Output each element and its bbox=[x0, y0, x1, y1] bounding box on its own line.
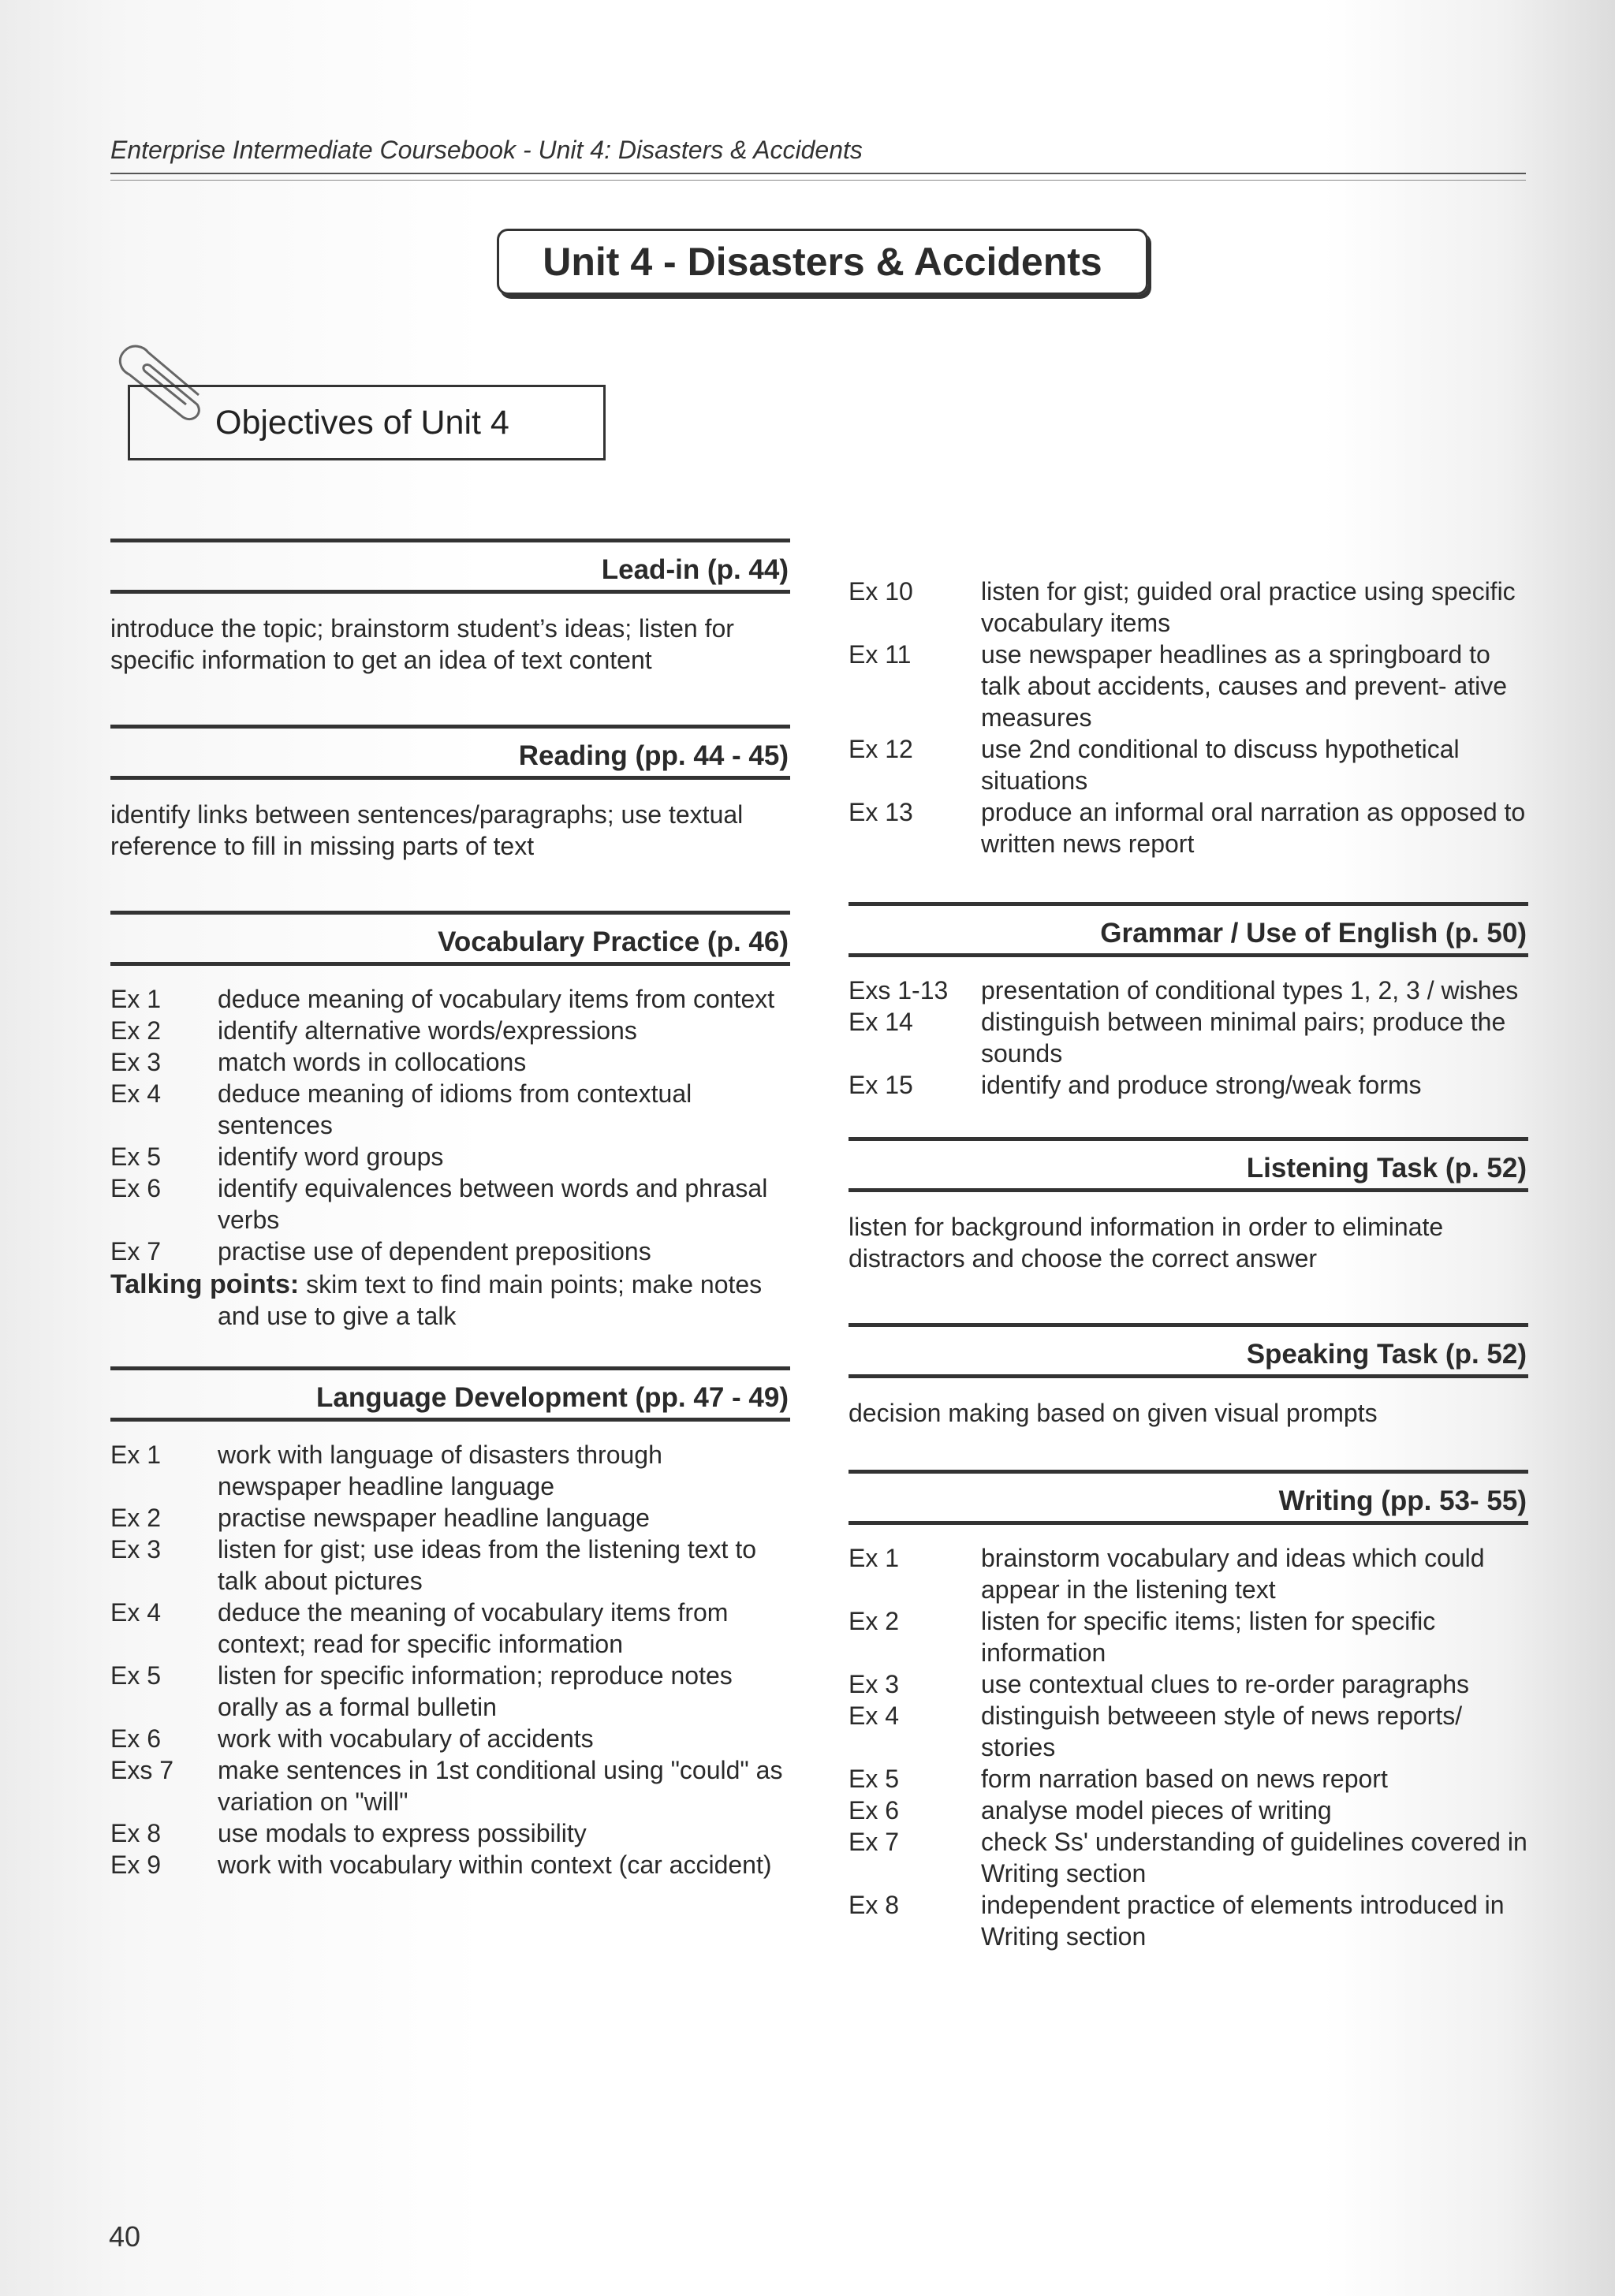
exercise-text: deduce the meaning of vocabulary items from context; read for specific information bbox=[218, 1598, 729, 1658]
section-heading-language: Language Development (pp. 47 - 49) bbox=[110, 1366, 790, 1422]
list-item bbox=[849, 1763, 1528, 1795]
exercise-label: Ex 2 bbox=[110, 1016, 162, 1045]
list-item bbox=[110, 1236, 790, 1267]
reading-text: identify links between sentences/paragraphs; use textual reference to fill in missing parts of text bbox=[110, 800, 744, 860]
objectives-box bbox=[128, 385, 606, 460]
left-column bbox=[110, 539, 790, 1880]
exercise-label: Ex 9 bbox=[110, 1851, 162, 1879]
exercise-text: match words in collocations bbox=[218, 1048, 527, 1076]
exercise-text: deduce meaning of vocabulary items from context bbox=[218, 985, 775, 1013]
exercise-label: Ex 3 bbox=[110, 1535, 162, 1564]
exercise-text: form narration based on news report bbox=[981, 1765, 1388, 1793]
list-item bbox=[849, 576, 1528, 639]
exercise-label: Ex 4 bbox=[110, 1598, 162, 1627]
section-heading-listening: Listening Task (p. 52) bbox=[849, 1137, 1528, 1192]
exercise-label: Ex 12 bbox=[849, 735, 913, 763]
leadin-text: introduce the topic; brainstorm student’s ideas; listen for specific information to get an idea of text content bbox=[110, 614, 734, 674]
exercise-text: use 2nd conditional to discuss hypothetical situations bbox=[981, 735, 1460, 795]
exercise-label: Ex 13 bbox=[849, 798, 913, 826]
exercise-text: practise use of dependent prepositions bbox=[218, 1237, 651, 1265]
list-item bbox=[849, 1605, 1528, 1668]
exercise-label: Exs 7 bbox=[110, 1756, 174, 1784]
exercise-text: listen for specific items; listen for specific information bbox=[981, 1607, 1436, 1667]
writing-list bbox=[849, 1542, 1528, 1952]
list-item bbox=[849, 975, 1528, 1006]
list-item bbox=[110, 1141, 790, 1172]
section-heading-writing: Writing (pp. 53- 55) bbox=[849, 1470, 1528, 1525]
list-item bbox=[110, 1078, 790, 1141]
section-heading-grammar: Grammar / Use of English (p. 50) bbox=[849, 902, 1528, 957]
language-continued-list bbox=[849, 576, 1528, 859]
exercise-label: Ex 3 bbox=[849, 1670, 900, 1698]
list-item bbox=[110, 1754, 790, 1817]
exercise-text: listen for gist; use ideas from the listening text to talk about pictures bbox=[218, 1535, 756, 1595]
section-heading-leadin: Lead-in (p. 44) bbox=[110, 539, 790, 594]
exercise-label: Ex 2 bbox=[110, 1504, 162, 1532]
exercise-text: produce an informal oral narration as opposed to written news report bbox=[981, 798, 1526, 858]
right-column bbox=[849, 569, 1528, 1952]
exercise-label: Ex 7 bbox=[849, 1828, 900, 1856]
exercise-text: work with vocabulary of accidents bbox=[218, 1724, 594, 1753]
list-item bbox=[110, 1723, 790, 1754]
exercise-text: listen for specific information; reproduce notes orally as a formal bulletin bbox=[218, 1661, 733, 1721]
list-item bbox=[110, 1597, 790, 1660]
exercise-label: Ex 6 bbox=[110, 1724, 162, 1753]
exercise-text: presentation of conditional types 1, 2, 3 / wishes bbox=[981, 976, 1519, 1004]
exercise-text: independent practice of elements introduced in Writing section bbox=[981, 1891, 1505, 1951]
list-item bbox=[849, 1795, 1528, 1826]
speaking-text: decision making based on given visual prompts bbox=[849, 1399, 1378, 1427]
exercise-text: identify and produce strong/weak forms bbox=[981, 1071, 1422, 1099]
exercise-text: distinguish between minimal pairs; produce the sounds bbox=[981, 1008, 1506, 1068]
list-item bbox=[849, 733, 1528, 796]
exercise-label: Ex 2 bbox=[849, 1607, 900, 1635]
list-item bbox=[110, 1015, 790, 1046]
exercise-text: use newspaper headlines as a springboard to talk about accidents, causes and prevent- ative measures bbox=[981, 640, 1508, 732]
vocabulary-list bbox=[110, 983, 790, 1267]
exercise-label: Ex 3 bbox=[110, 1048, 162, 1076]
section-heading-speaking: Speaking Task (p. 52) bbox=[849, 1323, 1528, 1378]
exercise-text: check Ss' understanding of guidelines covered in Writing section bbox=[981, 1828, 1527, 1888]
list-item bbox=[849, 1542, 1528, 1605]
exercise-label: Ex 6 bbox=[849, 1796, 900, 1824]
page-number: 40 bbox=[109, 2220, 141, 2253]
exercise-label: Ex 14 bbox=[849, 1008, 913, 1036]
list-item bbox=[110, 1046, 790, 1078]
listening-text: listen for background information in order to eliminate distractors and choose the correct answer bbox=[849, 1213, 1444, 1273]
list-item bbox=[110, 1172, 790, 1236]
exercise-label: Ex 1 bbox=[110, 1441, 162, 1469]
list-item bbox=[849, 1006, 1528, 1069]
exercise-label: Ex 15 bbox=[849, 1071, 913, 1099]
list-item bbox=[849, 1889, 1528, 1952]
exercise-text: practise newspaper headline language bbox=[218, 1504, 650, 1532]
exercise-text: listen for gist; guided oral practice using specific vocabulary items bbox=[981, 577, 1516, 637]
exercise-label: Ex 5 bbox=[110, 1142, 162, 1171]
list-item bbox=[849, 1700, 1528, 1763]
exercise-label: Ex 11 bbox=[849, 640, 912, 669]
exercise-text: identify equivalences between words and phrasal verbs bbox=[218, 1174, 768, 1234]
talking-points bbox=[110, 1269, 790, 1332]
list-item bbox=[849, 1826, 1528, 1889]
exercise-label: Ex 8 bbox=[849, 1891, 900, 1919]
list-item bbox=[110, 1660, 790, 1723]
exercise-label: Ex 1 bbox=[849, 1544, 900, 1572]
list-item bbox=[110, 1849, 790, 1880]
grammar-list bbox=[849, 975, 1528, 1101]
exercise-label: Ex 4 bbox=[110, 1079, 162, 1108]
exercise-label: Ex 1 bbox=[110, 985, 162, 1013]
running-header: Enterprise Intermediate Coursebook - Unit 4: Disasters & Accidents bbox=[110, 136, 1526, 174]
list-item bbox=[849, 1668, 1528, 1700]
language-list bbox=[110, 1439, 790, 1880]
list-item bbox=[110, 1502, 790, 1534]
exercise-text: work with language of disasters through newspaper headline language bbox=[218, 1441, 662, 1500]
list-item bbox=[110, 1439, 790, 1502]
exercise-text: identify alternative words/expressions bbox=[218, 1016, 637, 1045]
exercise-label: Ex 5 bbox=[110, 1661, 162, 1690]
exercise-text: use modals to express possibility bbox=[218, 1819, 587, 1847]
exercise-label: Exs 1-13 bbox=[849, 976, 949, 1004]
list-item bbox=[110, 983, 790, 1015]
exercise-label: Ex 8 bbox=[110, 1819, 162, 1847]
exercise-label: Ex 7 bbox=[110, 1237, 162, 1265]
exercise-text: analyse model pieces of writing bbox=[981, 1796, 1332, 1824]
list-item bbox=[849, 1069, 1528, 1101]
list-item bbox=[849, 796, 1528, 859]
objectives-title: Objectives of Unit 4 bbox=[215, 403, 509, 442]
exercise-text: distinguish betweeen style of news reports/ stories bbox=[981, 1702, 1463, 1761]
unit-title: Unit 4 - Disasters & Accidents bbox=[497, 229, 1148, 295]
exercise-text: use contextual clues to re-order paragraphs bbox=[981, 1670, 1470, 1698]
exercise-text: deduce meaning of idioms from contextual sentences bbox=[218, 1079, 692, 1139]
exercise-label: Ex 6 bbox=[110, 1174, 162, 1202]
exercise-text: identify word groups bbox=[218, 1142, 444, 1171]
list-item bbox=[110, 1817, 790, 1849]
exercise-label: Ex 5 bbox=[849, 1765, 900, 1793]
exercise-label: Ex 4 bbox=[849, 1702, 900, 1730]
exercise-label: Ex 10 bbox=[849, 577, 913, 606]
exercise-text: work with vocabulary within context (car accident) bbox=[218, 1851, 772, 1879]
list-item bbox=[110, 1534, 790, 1597]
talking-points-text: skim text to find main points; make notes and use to give a talk bbox=[218, 1270, 763, 1330]
section-heading-reading: Reading (pp. 44 - 45) bbox=[110, 725, 790, 780]
exercise-text: make sentences in 1st conditional using "could" as variation on "will" bbox=[218, 1756, 783, 1816]
exercise-text: brainstorm vocabulary and ideas which could appear in the listening text bbox=[981, 1544, 1485, 1604]
section-heading-vocabulary: Vocabulary Practice (p. 46) bbox=[110, 911, 790, 966]
talking-points-label: Talking points: bbox=[110, 1269, 300, 1299]
list-item bbox=[849, 639, 1528, 733]
